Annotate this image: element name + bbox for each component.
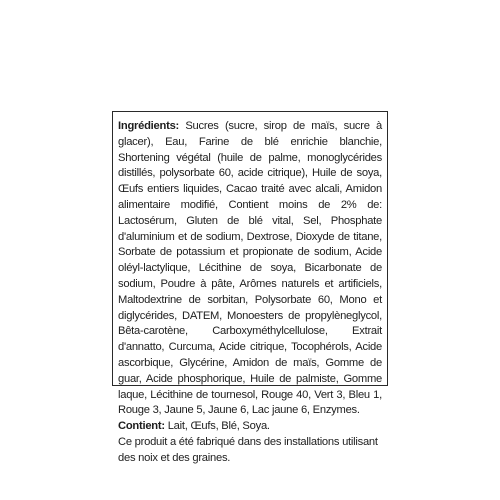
ingredients-heading: Ingrédients: xyxy=(118,120,180,132)
ingredients-paragraph xyxy=(118,119,382,419)
ingredient-label-panel xyxy=(112,111,388,464)
allergens-paragraph xyxy=(118,419,382,435)
facility-notice: Ce produit a été fabriqué dans des installations utilisant des noix et des graines. xyxy=(118,435,378,464)
allergens-list: Lait, Œufs, Blé, Soya. xyxy=(167,420,270,433)
ingredients-list: Sucres (sucre, sirop de maïs, sucre à glacer), Eau, Farine de blé enrichie blanchie, Shortening végétal (huile de palme, monoglycérides distillés, polysorbate 60, acide citrique), Huile de soya, Œufs entiers liquides, Cacao traité avec alcali, Amidon alimentaire modifié, Contient moins de 2% de: Lactosérum, Gluten de blé vital, Sel, Phosphate d'aluminium et de sodium, Dextrose, Dioxyde de titane, Sorbate de potassium et propionate de sodium, Acide oléyl-lactylique, Lécithine de soya, Bicarbonate de sodium, Poudre à pâte, Arômes naturels et artificiels, Maltodextrine de sorbitan, Polysorbate 60, Mono et diglycérides, DATEM, Monoesters de propylèneglycol, Bêta-carotène, Carboxyméthylcellulose, Extrait d'annatto, Curcuma, Acide citrique, Tocophérols, Acide ascorbique, Glycérine, Amidon de maïs, Gomme de guar, Acide phosphorique, Huile de palmiste, Gomme laque, Lécithine de tournesol, Rouge 40, Vert 3, Bleu 1, Rouge 3, Jaune 5, Jaune 6, Lac jaune 6, Enzymes. xyxy=(118,120,382,417)
allergens-heading: Contient: xyxy=(118,420,165,433)
